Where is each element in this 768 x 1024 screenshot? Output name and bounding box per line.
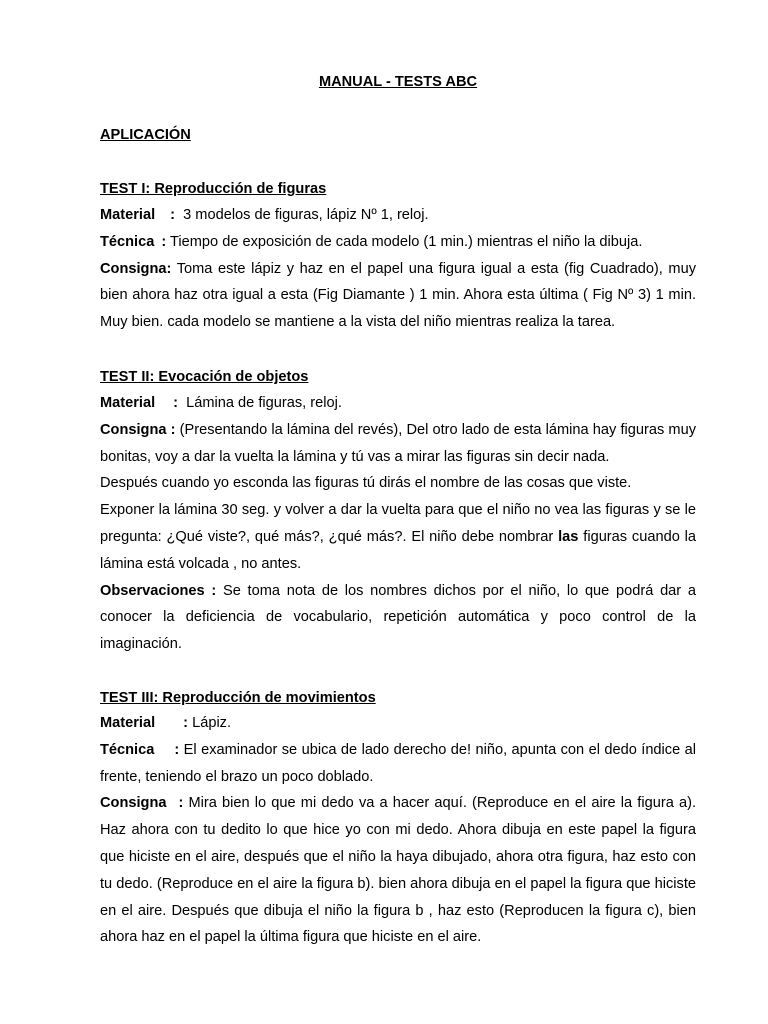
test2-consigna-text: (Presentando la lámina del revés), Del otro lado de esta lámina hay figuras muy bonitas, voy a dar la vuelta la lámina y tú vas a mirar las figuras sin decir nada.	[100, 421, 696, 465]
test2-material-sep: :	[173, 395, 179, 411]
test1-material-text: 3 modelos de figuras, lápiz Nº 1, reloj.	[183, 207, 429, 223]
test2-material-label: Material	[100, 395, 156, 411]
section-heading-aplicacion: APLICACIÓN	[100, 127, 191, 143]
test3-material	[100, 710, 696, 737]
test3-tecnica-sep: :	[174, 741, 180, 758]
test2-heading: TEST II: Evocación de objetos	[100, 369, 309, 385]
test1-tecnica	[100, 229, 696, 256]
test3-tecnica-text: El examinador se ubica de lado derecho de! niño, apunta con el dedo índice al frente, teniendo el brazo un poco doblado.	[100, 741, 696, 785]
test2-material	[100, 390, 696, 417]
test3-consigna-label: Consigna	[100, 795, 167, 812]
test1-consigna-text: Toma este lápiz y haz en el papel una figura igual a esta (fig Cuadrado), muy bien ahora haz otra igual a esta (Fig Diamante ) 1 min. Ahora esta última ( Fig Nº 3) 1 min. Muy bien. cada modelo se mantiene a la vista del niño mientras realiza la tarea.	[100, 260, 696, 331]
test1-heading: TEST I: Reproducción de figuras	[100, 181, 327, 197]
test3-heading: TEST III: Reproducción de movimientos	[100, 690, 376, 706]
test2-paragraph-3	[100, 497, 696, 577]
test3-tecnica	[100, 737, 696, 791]
test3-tecnica-label: Técnica	[100, 741, 155, 758]
document-title: MANUAL - TESTS ABC	[318, 74, 478, 90]
test1-tecnica-sep: :	[161, 233, 167, 250]
test2-body	[100, 390, 696, 658]
test1-body	[100, 202, 696, 336]
test3-material-sep: :	[183, 715, 189, 731]
test1-material	[100, 202, 696, 229]
test3-body	[100, 710, 696, 951]
test3-material-text: Lápiz.	[192, 715, 232, 731]
test1-tecnica-label: Técnica	[100, 233, 155, 250]
test2-observaciones	[100, 578, 696, 658]
test2-material-text: Lámina de figuras, reloj.	[186, 395, 342, 411]
test1-material-label: Material	[100, 207, 156, 223]
test2-p3-bold: las	[558, 528, 579, 545]
test3-consigna-text: Mira bien lo que mi dedo va a hacer aquí. (Reproduce en el aire la figura a). Haz ahora con tu dedito lo que hice yo con mi dedo. Ahora dibuja en este papel la figura que hiciste en el aire, después que el niño la haya dibujado, ahora otra figura, haz esto con tu dedo. (Reproduce en el aire la figura b). bien ahora dibuja en el papel la figura que hiciste en el aire. Después que dibuja el niño la figura b , haz esto (Reproducen la figura c), bien ahora haz en el papel la última figura que hiciste en el aire.	[100, 795, 696, 946]
test2-p3-text-b: figuras cuando la lámina está volcada , no antes.	[100, 528, 697, 572]
test1-consigna	[100, 256, 696, 336]
test3-consigna-sep: :	[178, 795, 184, 812]
test2-paragraph-2: Después cuando yo esconda las figuras tú dirás el nombre de las cosas que viste.	[100, 475, 632, 492]
test2-consigna	[100, 417, 696, 471]
test2-obs-text: Se toma nota de los nombres dichos por el niño, lo que podrá dar a conocer la deficiencia de vocabulario, repetición automática y poco control de la imaginación.	[100, 582, 697, 653]
test2-p3-text-a: Exponer la lámina 30 seg. y volver a dar la vuelta para que el niño no vea las figuras y se le pregunta: ¿Qué viste?, qué más?, ¿qué más?. El niño debe nombrar	[100, 502, 696, 545]
test1-consigna-label: Consigna:	[100, 260, 172, 277]
test2-obs-label: Observaciones :	[100, 582, 217, 599]
test2-consigna-label: Consigna :	[100, 421, 176, 438]
test1-tecnica-text: Tiempo de exposición de cada modelo (1 min.) mientras el niño la dibuja.	[170, 233, 643, 250]
test1-material-sep: :	[170, 207, 176, 223]
test3-material-label: Material	[100, 715, 156, 731]
test3-consigna	[100, 790, 696, 951]
